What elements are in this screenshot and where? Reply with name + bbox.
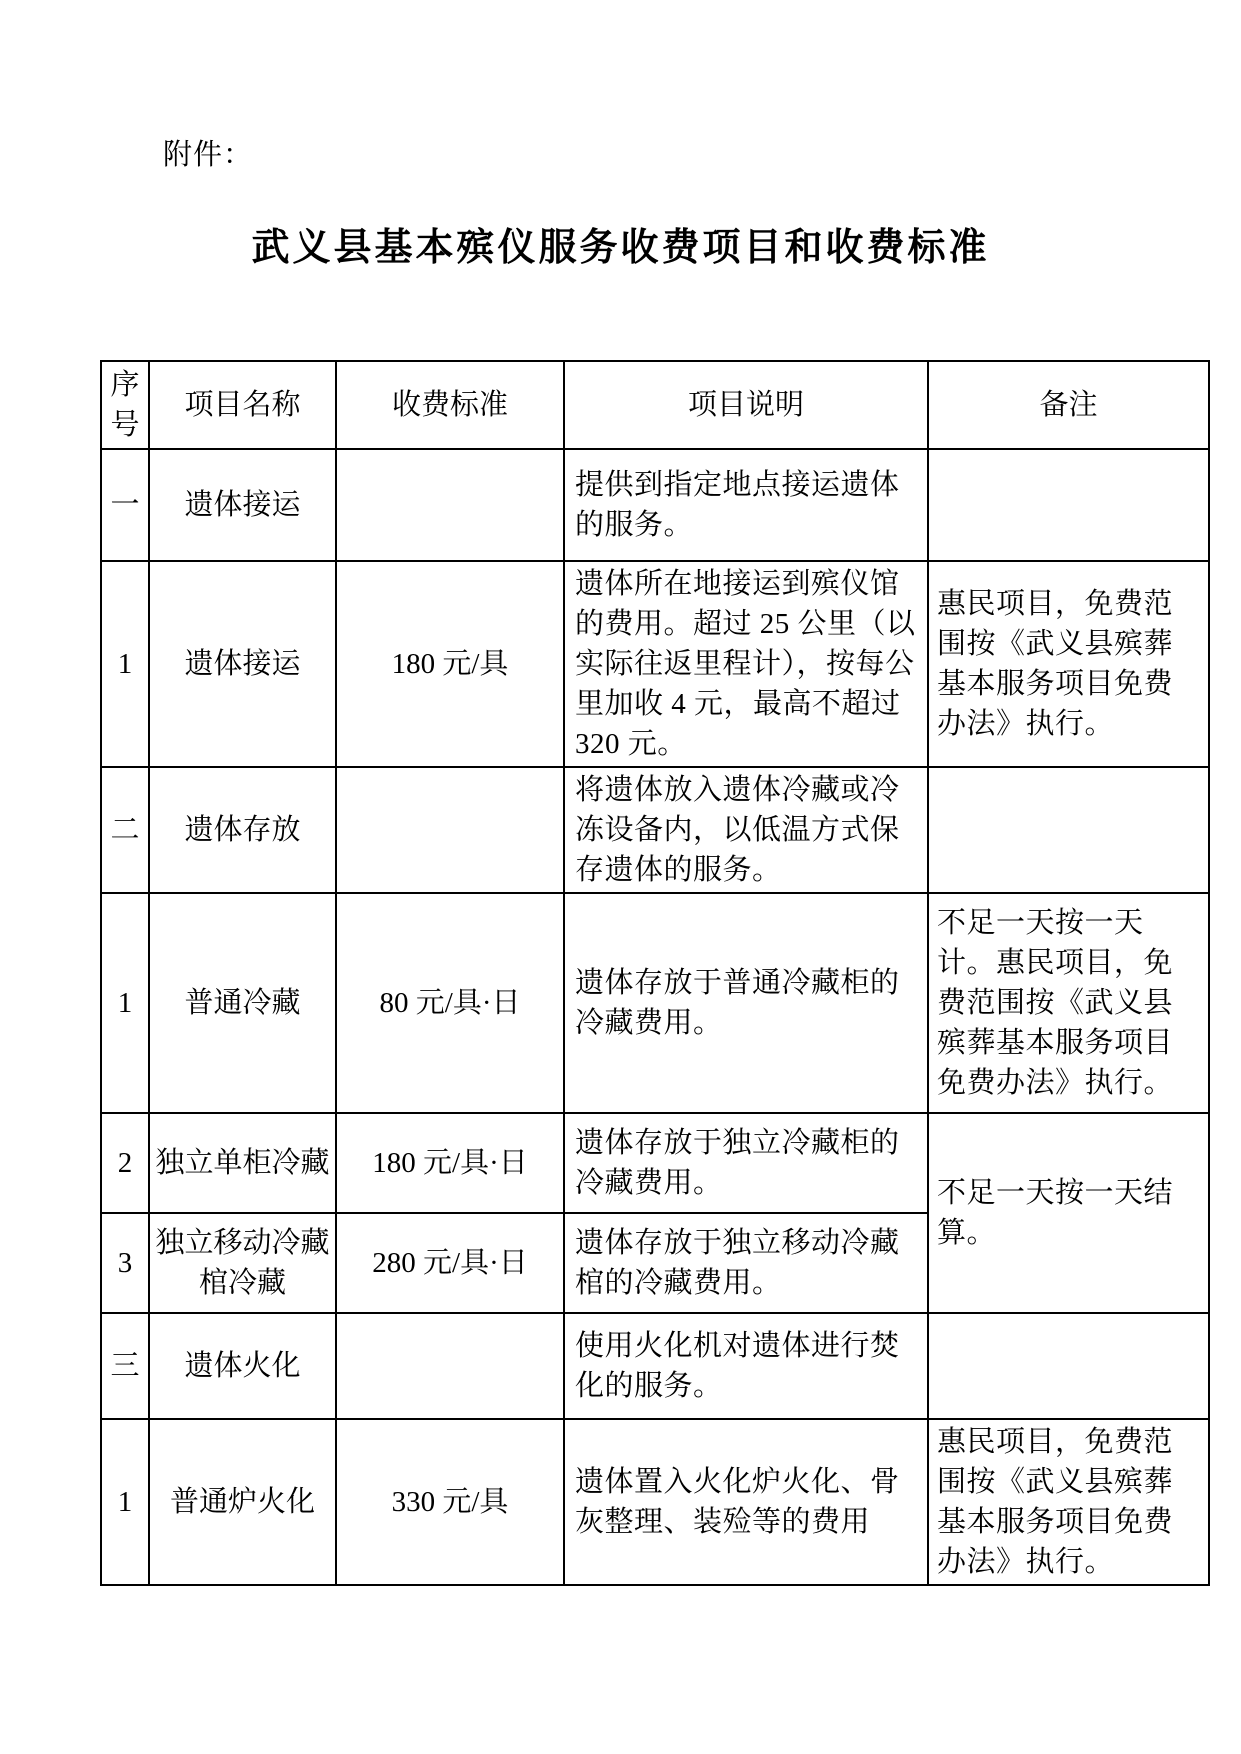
header-item-name: 项目名称 [149, 361, 336, 449]
cell-remarks [928, 767, 1209, 893]
cell-remarks: 不足一天按一天计。惠民项目，免费范围按《武义县殡葬基本服务项目免费办法》执行。 [928, 893, 1209, 1113]
cell-item-description: 遗体所在地接运到殡仪馆的费用。超过 25 公里（以实际往返里程计），按每公里加收 4 元，最高不超过 320 元。 [564, 561, 928, 767]
cell-serial-number: 1 [101, 1419, 149, 1585]
cell-item-description: 提供到指定地点接运遗体的服务。 [564, 449, 928, 561]
cell-remarks [928, 449, 1209, 561]
cell-item-description: 将遗体放入遗体冷藏或冷冻设备内，以低温方式保存遗体的服务。 [564, 767, 928, 893]
cell-item-description: 使用火化机对遗体进行焚化的服务。 [564, 1313, 928, 1419]
cell-item-name: 遗体接运 [149, 449, 336, 561]
fee-standard-table [100, 360, 1210, 1586]
cell-serial-number: 2 [101, 1113, 149, 1213]
cell-remarks: 惠民项目，免费范围按《武义县殡葬基本服务项目免费办法》执行。 [928, 1419, 1209, 1585]
cell-fee-standard: 330 元/具 [336, 1419, 564, 1585]
cell-fee-standard: 180 元/具 [336, 561, 564, 767]
cell-serial-number: 二 [101, 767, 149, 893]
table-row [101, 1313, 1209, 1419]
table-row [101, 893, 1209, 1113]
cell-remarks-merged: 不足一天按一天结算。 [928, 1113, 1209, 1313]
cell-fee-standard [336, 1313, 564, 1419]
cell-item-name: 独立移动冷藏棺冷藏 [149, 1213, 336, 1313]
cell-item-name: 遗体存放 [149, 767, 336, 893]
cell-serial-number: 三 [101, 1313, 149, 1419]
cell-serial-number: 1 [101, 561, 149, 767]
cell-item-name: 普通冷藏 [149, 893, 336, 1113]
cell-remarks: 惠民项目，免费范围按《武义县殡葬基本服务项目免费办法》执行。 [928, 561, 1209, 767]
cell-remarks [928, 1313, 1209, 1419]
cell-item-name: 独立单柜冷藏 [149, 1113, 336, 1213]
attachment-label: 附件： [163, 139, 254, 171]
cell-serial-number: 3 [101, 1213, 149, 1313]
table-row [101, 767, 1209, 893]
cell-item-description: 遗体存放于独立移动冷藏棺的冷藏费用。 [564, 1213, 928, 1313]
cell-fee-standard: 180 元/具·日 [336, 1113, 564, 1213]
cell-item-name: 遗体接运 [149, 561, 336, 767]
cell-fee-standard [336, 449, 564, 561]
header-remarks: 备注 [928, 361, 1209, 449]
table-row [101, 1113, 1209, 1213]
table-row [101, 449, 1209, 561]
header-item-description: 项目说明 [564, 361, 928, 449]
cell-item-name: 遗体火化 [149, 1313, 336, 1419]
table-row [101, 1419, 1209, 1585]
table-header-row [101, 361, 1209, 449]
cell-item-name: 普通炉火化 [149, 1419, 336, 1585]
cell-item-description: 遗体置入火化炉火化、骨灰整理、装殓等的费用 [564, 1419, 928, 1585]
cell-serial-number: 1 [101, 893, 149, 1113]
cell-item-description: 遗体存放于独立冷藏柜的冷藏费用。 [564, 1113, 928, 1213]
cell-fee-standard: 280 元/具·日 [336, 1213, 564, 1313]
header-fee-standard: 收费标准 [336, 361, 564, 449]
cell-item-description: 遗体存放于普通冷藏柜的冷藏费用。 [564, 893, 928, 1113]
cell-serial-number: 一 [101, 449, 149, 561]
page-title: 武义县基本殡仪服务收费项目和收费标准 [251, 227, 990, 269]
table-row [101, 561, 1209, 767]
header-serial-number: 序号 [101, 361, 149, 449]
cell-fee-standard [336, 767, 564, 893]
cell-fee-standard: 80 元/具·日 [336, 893, 564, 1113]
